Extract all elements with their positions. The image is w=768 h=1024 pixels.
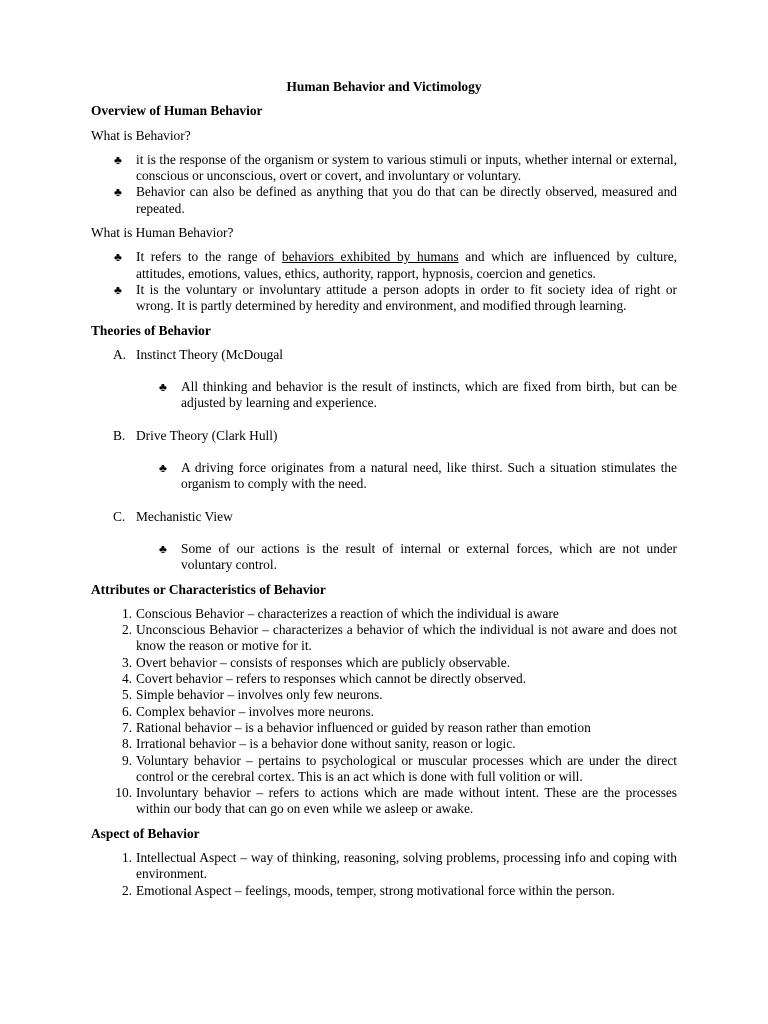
- list-item: [121, 703, 677, 720]
- club-bullet-icon: ♣: [159, 380, 167, 395]
- list-item-text-post: and which are influenced by culture, attitudes, emotions, values, ethics, authority, rapport, hypnosis, coercion and genetics.: [136, 249, 677, 281]
- theories-list: [91, 347, 677, 574]
- list-item: [121, 671, 677, 687]
- theory-description-list: [91, 379, 677, 412]
- behaviors-exhibited-link[interactable]: behaviors exhibited by humans: [281, 249, 459, 265]
- list-item: [114, 184, 677, 217]
- list-item-text: Simple behavior – involves only few neurons.: [136, 687, 383, 703]
- list-item-text: Overt behavior – consists of responses which are publicly observable.: [136, 654, 511, 670]
- theory-title: [91, 509, 677, 525]
- theory-title: [91, 347, 677, 363]
- list-item: [121, 849, 677, 883]
- list-item: [121, 654, 677, 671]
- list-item-text: Complex behavior – involves more neurons.: [136, 703, 375, 719]
- club-bullet-icon: ♣: [114, 250, 122, 265]
- list-item: [121, 752, 677, 786]
- list-item: [121, 882, 677, 899]
- club-bullet-icon: ♣: [159, 461, 167, 476]
- human-behavior-definition-list: [91, 249, 677, 314]
- club-bullet-icon: ♣: [159, 541, 167, 556]
- list-number: 1.: [121, 849, 132, 865]
- list-item-text: Conscious Behavior – characterizes a reaction of which the individual is aware: [136, 605, 559, 621]
- list-item-text: Rational behavior – is a behavior influenced or guided by reason rather than emotion: [136, 719, 591, 735]
- list-item-text: Covert behavior – refers to responses which cannot be directly observed.: [136, 671, 527, 687]
- list-item-text: Behavior can also be defined as anything that you do that can be directly observed, measured and repeated.: [136, 184, 677, 216]
- list-item-text: Emotional Aspect – feelings, moods, temper, strong motivational force within the person.: [136, 882, 615, 898]
- club-bullet-icon: ♣: [114, 282, 122, 297]
- list-item-text: Irrational behavior – is a behavior done without sanity, reason or logic.: [136, 736, 516, 752]
- list-number: 2.: [121, 882, 132, 898]
- list-item: [159, 460, 677, 493]
- theory-description: All thinking and behavior is the result of instincts, which are fixed from birth, but can be adjusted by learning and experience.: [181, 379, 677, 411]
- list-item: [121, 605, 677, 622]
- theory-name: Mechanistic View: [136, 508, 233, 524]
- overview-heading: Overview of Human Behavior: [91, 103, 263, 119]
- list-item: [114, 151, 677, 185]
- list-item-text: Unconscious Behavior – characterizes a behavior of which the individual is not aware and does not know the reason or motive for it.: [136, 622, 677, 654]
- list-item-text-pre: It refers to the range of: [136, 249, 282, 265]
- list-item: [121, 687, 677, 703]
- list-item: [159, 379, 677, 412]
- list-item-text: it is the response of the organism or system to various stimuli or inputs, whether internal or external, conscious or unconscious, overt or covert, and involuntary or voluntary.: [136, 151, 677, 184]
- list-item: [121, 719, 677, 736]
- theory-name: Instinct Theory (McDougal: [136, 346, 284, 362]
- list-number: 5.: [121, 687, 132, 703]
- club-bullet-icon: ♣: [114, 185, 122, 200]
- list-number: 10.: [115, 785, 132, 801]
- attributes-heading: Attributes or Characteristics of Behavior: [91, 581, 326, 597]
- question-what-is-human-behavior: What is Human Behavior?: [91, 225, 234, 241]
- attributes-list: [91, 606, 677, 818]
- theory-item: [91, 509, 677, 574]
- document-content: [91, 79, 677, 907]
- list-item: [159, 540, 677, 574]
- list-item: [121, 736, 677, 752]
- theory-title: [91, 428, 677, 444]
- question-what-is-behavior: What is Behavior?: [91, 127, 191, 143]
- list-item: [114, 249, 677, 282]
- theory-item: [91, 347, 677, 412]
- list-item-text: Involuntary behavior – refers to actions which are made without intent. These are the processes within our body that can go on even while we asleep or awake.: [136, 785, 677, 817]
- aspects-heading: Aspect of Behavior: [91, 825, 200, 841]
- list-item-text: It is the voluntary or involuntary attitude a person adopts in order to fit society idea of right or wrong. It is partly determined by heredity and environment, and modified through learning.: [136, 281, 677, 314]
- list-number: 4.: [121, 671, 132, 687]
- list-item-text: Intellectual Aspect – way of thinking, reasoning, solving problems, processing info and coping with environment.: [136, 849, 677, 882]
- aspects-list: [91, 850, 677, 899]
- list-number: 3.: [121, 654, 132, 670]
- theory-marker: A.: [113, 346, 127, 362]
- list-item: [114, 281, 677, 315]
- list-item: [121, 622, 677, 655]
- theory-description: Some of our actions is the result of internal or external forces, which are not under voluntary control.: [181, 540, 677, 573]
- document-title: Human Behavior and Victimology: [286, 79, 482, 94]
- theory-marker: B.: [113, 427, 126, 443]
- theory-description-list: [91, 541, 677, 574]
- list-item: [115, 785, 677, 818]
- theory-marker: C.: [113, 508, 126, 524]
- list-number: 7.: [121, 719, 132, 735]
- theories-heading: Theories of Behavior: [91, 322, 211, 338]
- behavior-definition-list: [91, 152, 677, 217]
- list-item-text: Voluntary behavior – pertains to psychological or muscular processes which are under the direct control or the cerebral cortex. This is an act which is done with full volition or will.: [136, 752, 677, 784]
- list-number: 6.: [121, 703, 132, 719]
- list-number: 1.: [121, 605, 132, 621]
- theory-description-list: [91, 460, 677, 493]
- theory-name: Drive Theory (Clark Hull): [136, 427, 278, 443]
- list-number: 2.: [121, 622, 132, 638]
- list-number: 9.: [121, 752, 132, 768]
- list-number: 8.: [121, 736, 132, 752]
- theory-item: [91, 428, 677, 493]
- club-bullet-icon: ♣: [114, 152, 122, 167]
- theory-description: A driving force originates from a natural need, like thirst. Such a situation stimulates the organism to comply with the need.: [181, 460, 677, 492]
